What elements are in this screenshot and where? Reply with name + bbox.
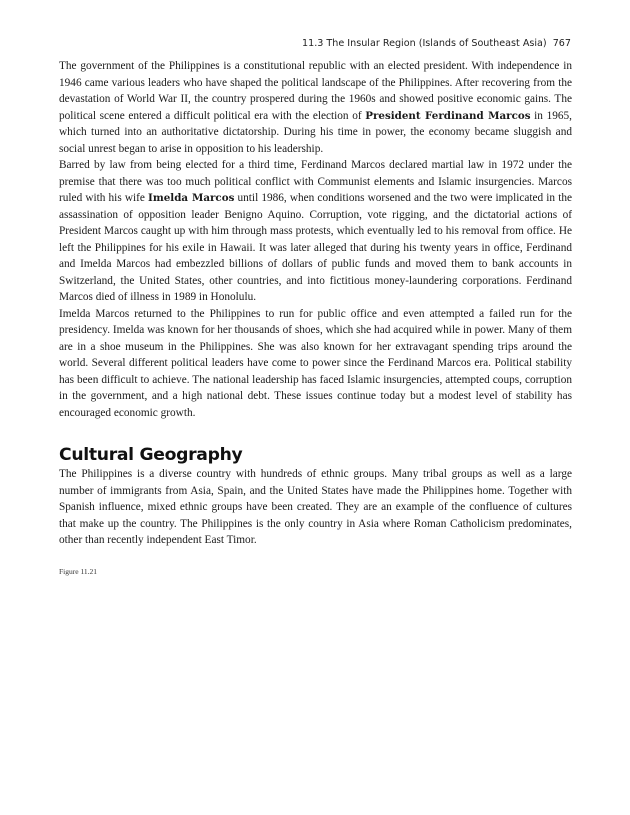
paragraph-imelda-marcos: Imelda Marcos returned to the Philippines to run for public office and even attempted a failed run for the presidency. Imelda was known for her thousands of shoes, which she had acquired while in power. Many of them are in a shoe museum in the Philippines. She was also known for her extravagant spending trips around the world. Several different political leaders have come to power since the Ferdinand Marcos era. Political stability has been difficult to achieve. The national leadership has faced Islamic insurgencies, attempted coups, corruption in the government, and a high national debt. These issues continue today but a modest level of stability has encouraged economic growth.	[59, 307, 572, 419]
paragraph-philippines-government	[59, 58, 572, 157]
paragraph-text: Barred by law from being elected for a third time, Ferdinand Marcos declared martial law in 1972 under the premise that there was too much political conflict with Communist elements and Islamic insurgencies. Marcos ruled with his wife	[59, 159, 572, 204]
running-header	[302, 38, 571, 49]
page-content	[59, 58, 572, 576]
key-term-imelda-marcos: Imelda Marcos	[148, 192, 235, 204]
paragraph-text: until 1986, when conditions worsened and the two were implicated in the assassination of opposition leader Benigno Aquino. Corruption, vote rigging, and the dictatorial actions of President Marcos caught up with him through mass protests, which eventually led to his removal from office. He left the Philippines for his exile in Hawaii. It was later alleged that during his twenty years in office, Ferdinand and Imelda Marcos had embezzled billions of dollars of public funds and moved them to bank accounts in Switzerland, the United States, other countries, and into fictitious money-laundering corporations. Ferdinand Marcos died of illness in 1989 in Honolulu.	[59, 192, 572, 303]
paragraph-martial-law	[59, 157, 572, 306]
section-heading-cultural-geography: Cultural Geography	[59, 445, 243, 465]
paragraph-cultural-geography: The Philippines is a diverse country with hundreds of ethnic groups. Many tribal groups as well as a large number of immigrants from Asia, Spain, and the United States have made the Philippines home. Together with Spanish influence, mixed ethnic groups have been created. They are an example of the confluence of cultures that make up the country. The Philippines is the only country in Asia where Roman Catholicism predominates, other than recently independent East Timor.	[59, 468, 572, 546]
header-section-title: 11.3 The Insular Region (Islands of Southeast Asia)	[302, 38, 547, 49]
page-number: 767	[552, 38, 571, 49]
figure-caption: Figure 11.21	[59, 566, 98, 576]
paragraph-text: The government of the Philippines is a constitutional republic with an elected president. With independence in 1946 came various leaders who have shaped the political landscape of the Philippines. After recovering from the devastation of World War II, the country prospered during the 1960s and showed positive economic gains. The political scene entered a difficult political era with the election of	[59, 60, 572, 122]
paragraph-text: in 1965, which turned into an authoritative dictatorship. During his time in power, the economy became sluggish and social unrest began to arise in opposition to his leadership.	[59, 109, 572, 155]
key-term-president-ferdinand-marcos: President Ferdinand Marcos	[365, 109, 531, 122]
